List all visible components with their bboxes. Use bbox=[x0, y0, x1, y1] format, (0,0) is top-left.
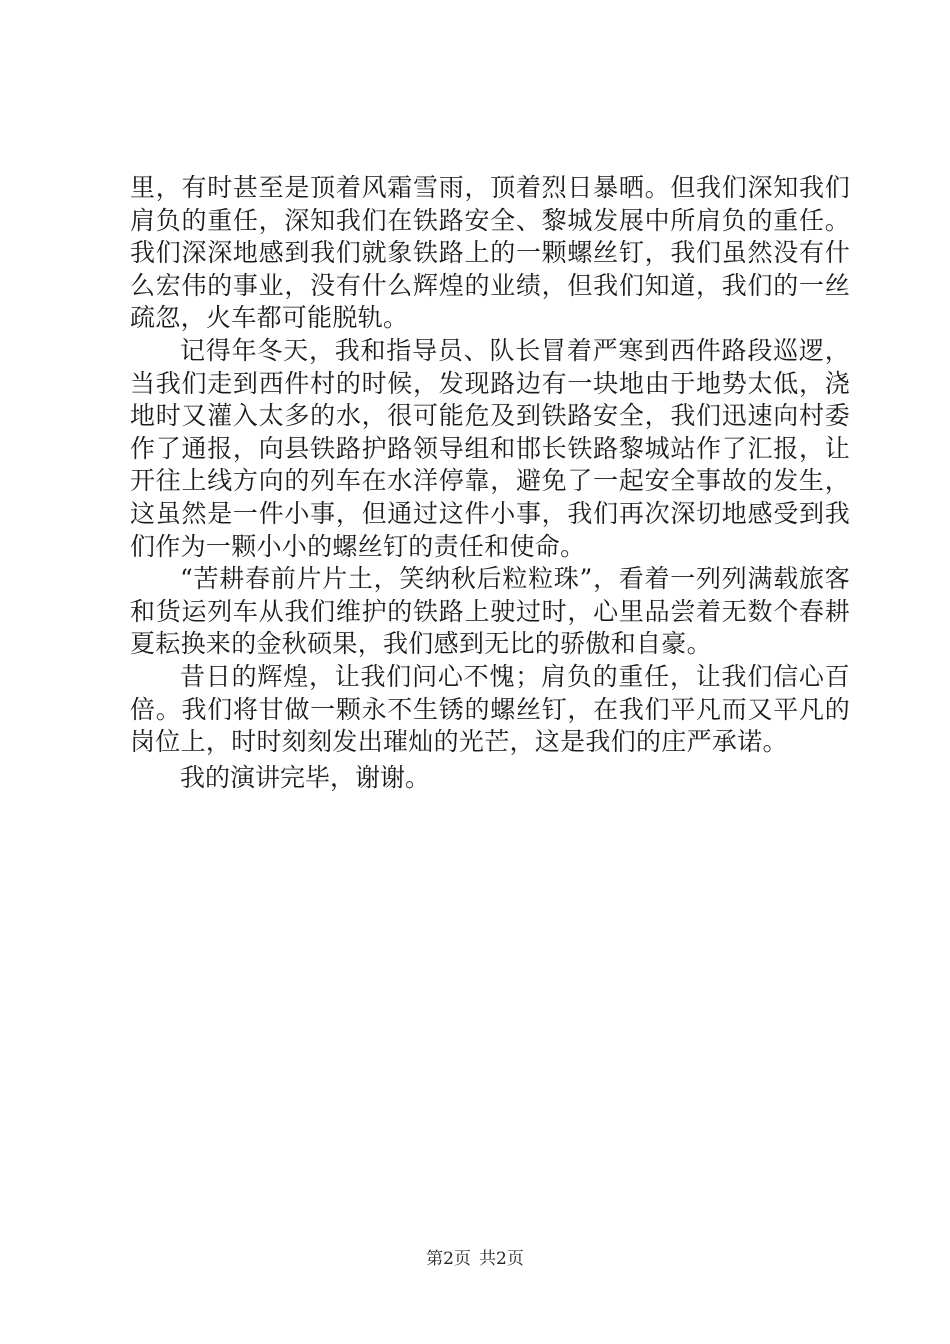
speech-body bbox=[130, 172, 850, 759]
paragraph-continuation: 里，有时甚至是顶着风霜雪雨，顶着烈日暴晒。但我们深知我们肩负的重任，深知我们在铁路安全、黎城发展中所肩负的重任。我们深深地感到我们就象铁路上的一颗螺丝钉，我们虽然没有什么宏伟的事业，没有什么辉煌的业绩，但我们知道，我们的一丝疏忽，火车都可能脱轨。 bbox=[130, 173, 850, 333]
closing-line: 我的演讲完毕，谢谢。 bbox=[180, 763, 431, 792]
paragraph-harvest-quote: “苦耕春前片片土，笑纳秋后粒粒珠”，看着一列列满载旅客和货运列车从我们维护的铁路上驶过时，心里品尝着无数个春耕夏耘换来的金秋硕果，我们感到无比的骄傲和自豪。 bbox=[130, 564, 850, 659]
page-number: 第2页 bbox=[426, 1249, 471, 1269]
page-total: 共2页 bbox=[479, 1249, 524, 1269]
paragraph-commitment: 昔日的辉煌，让我们问心不愧；肩负的重任，让我们信心百倍。我们将甘做一颗永不生锈的螺丝钉，在我们平凡而又平凡的岗位上，时时刻刻发出璀灿的光芒，这是我们的庄严承诺。 bbox=[130, 661, 850, 757]
paragraph-winter-patrol: 记得年冬天，我和指导员、队长冒着严寒到西件路段巡逻，当我们走到西件村的时候，发现路边有一块地由于地势太低，浇地时又灌入太多的水，很可能危及到铁路安全，我们迅速向村委作了通报，向县铁路护路领导组和邯长铁路黎城站作了汇报，让开往上线方向的列车在水洋停靠，避免了一起安全事故的发生，这虽然是一件小事，但通过这件小事，我们再次深切地感受到我们作为一颗小小的螺丝钉的责任和使命。 bbox=[130, 335, 850, 561]
page-footer bbox=[0, 1244, 950, 1269]
